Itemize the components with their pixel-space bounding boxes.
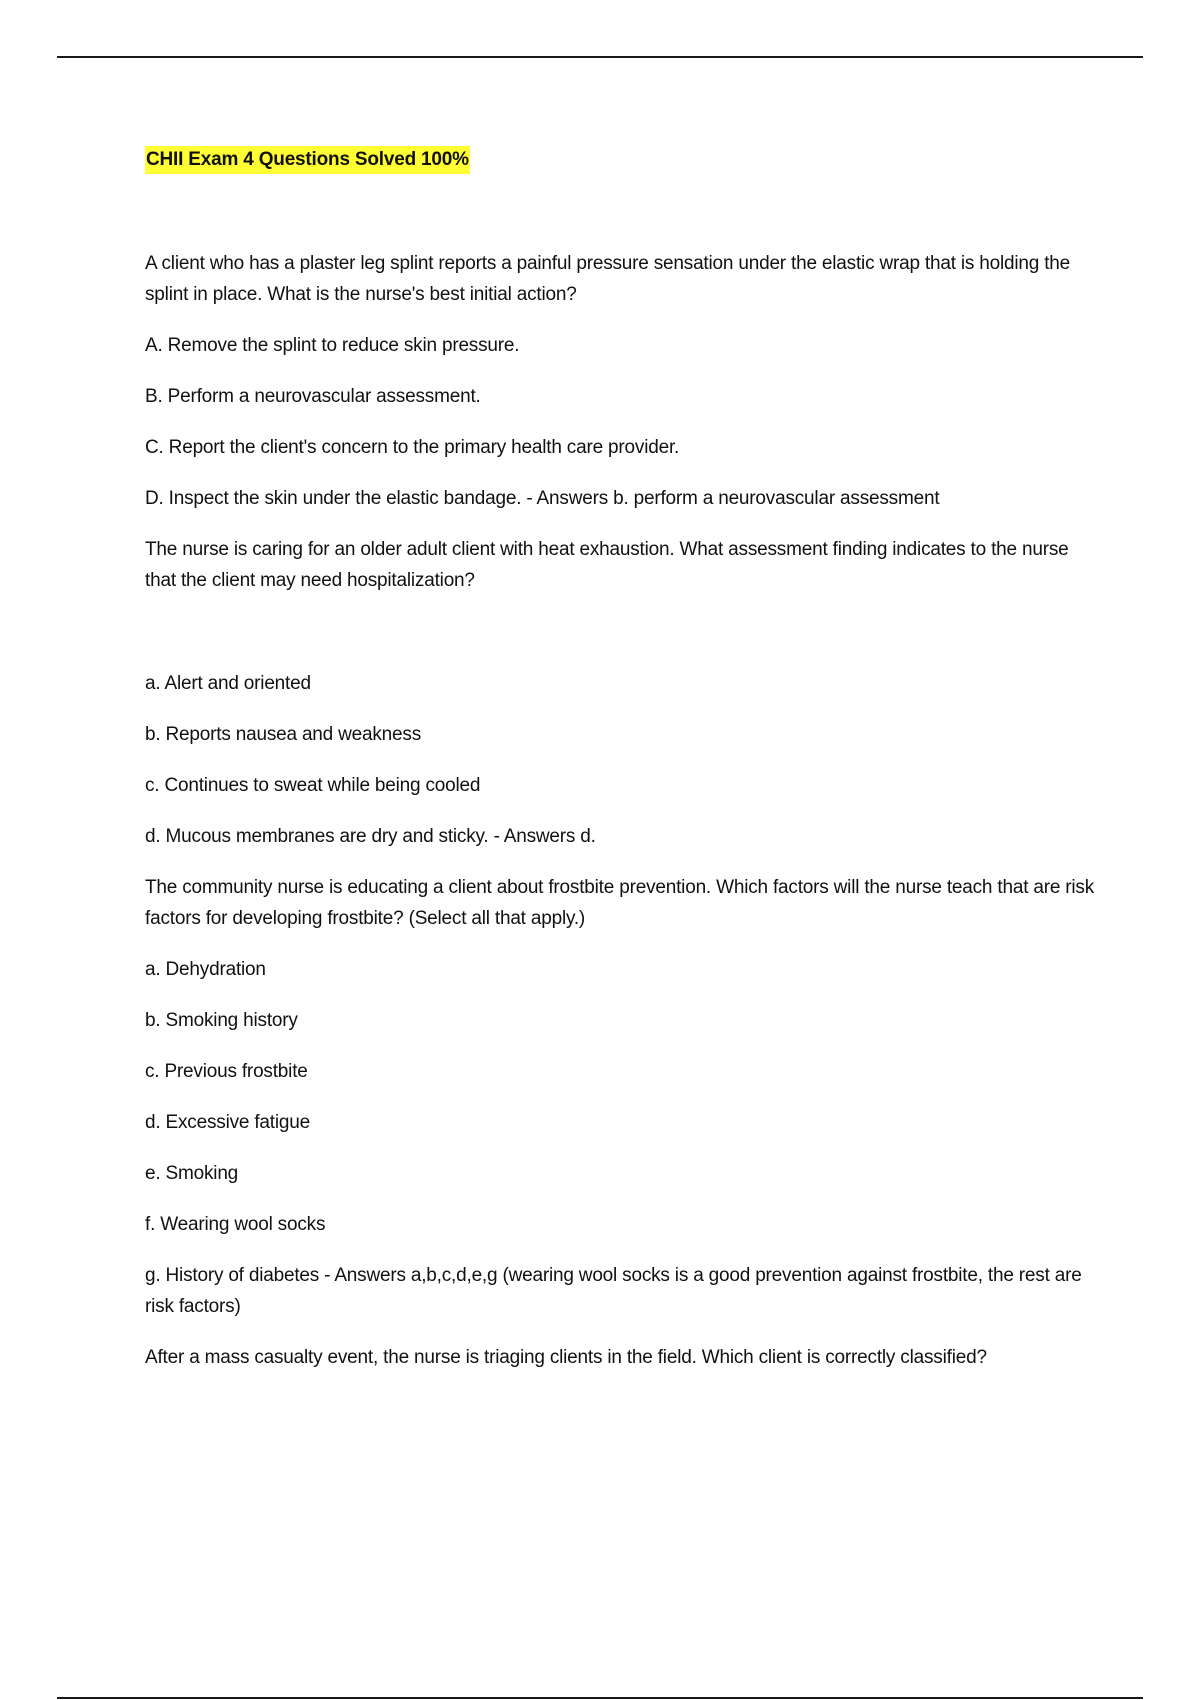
question-3-option-b: b. Smoking history	[145, 1010, 298, 1031]
question-3-stem: The community nurse is educating a client about frostbite prevention. Which factors will the nurse teach that are risk factors for developing frostbite? (Select all that apply.)	[145, 877, 1095, 929]
question-2-option-c: c. Continues to sweat while being cooled	[145, 775, 481, 796]
question-2-option-a: a. Alert and oriented	[145, 673, 311, 694]
question-1-option-d-answer: D. Inspect the skin under the elastic bandage. - Answers b. perform a neurovascular assessment	[145, 488, 940, 509]
question-2-option-d-answer: d. Mucous membranes are dry and sticky. - Answers d.	[145, 826, 596, 847]
question-3-option-e: e. Smoking	[145, 1163, 239, 1184]
footer-rule	[57, 1697, 1143, 1699]
question-1-stem: A client who has a plaster leg splint reports a painful pressure sensation under the elastic wrap that is holding the splint in place. What is the nurse's best initial action?	[145, 253, 1071, 305]
question-3-option-c: c. Previous frostbite	[145, 1061, 308, 1082]
question-2-option-b: b. Reports nausea and weakness	[145, 724, 422, 745]
question-3-option-g-answer: g. History of diabetes - Answers a,b,c,d,e,g (wearing wool socks is a good prevention against frostbite, the rest are risk factors)	[145, 1265, 1082, 1317]
document-body	[145, 144, 1095, 1393]
header-rule	[57, 56, 1143, 58]
question-1-option-a: A. Remove the splint to reduce skin pressure.	[145, 335, 520, 356]
question-3-option-d: d. Excessive fatigue	[145, 1112, 310, 1133]
question-1-option-c: C. Report the client's concern to the primary health care provider.	[145, 437, 680, 458]
question-3-option-a: a. Dehydration	[145, 959, 266, 980]
question-4-stem: After a mass casualty event, the nurse is triaging clients in the field. Which client is correctly classified?	[145, 1347, 987, 1368]
document-title: CHII Exam 4 Questions Solved 100%	[145, 146, 470, 174]
question-2-stem: The nurse is caring for an older adult client with heat exhaustion. What assessment finding indicates to the nurse that the client may need hospitalization?	[145, 539, 1069, 591]
question-1-option-b: B. Perform a neurovascular assessment.	[145, 386, 481, 407]
question-3-option-f: f. Wearing wool socks	[145, 1214, 326, 1235]
